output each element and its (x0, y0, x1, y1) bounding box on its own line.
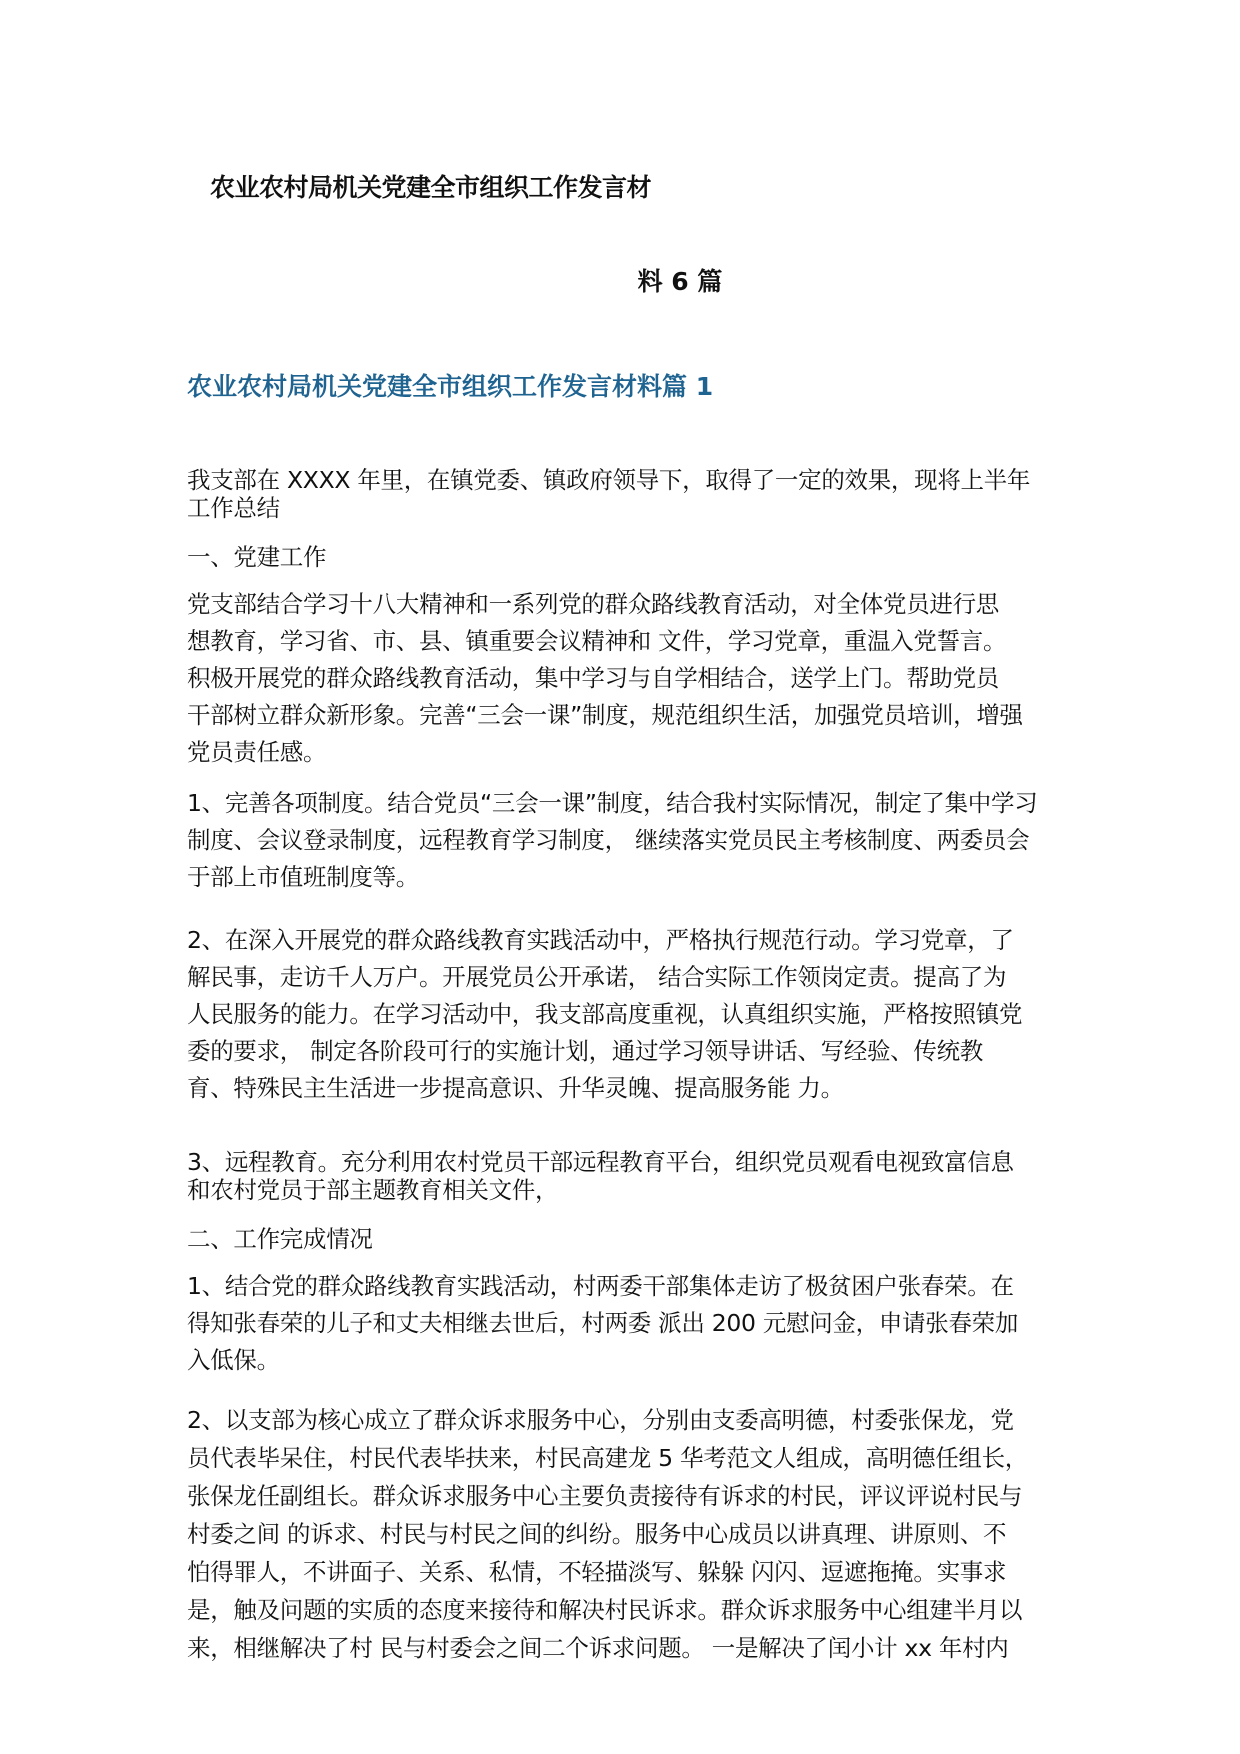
paragraph-item-1-systems: 1、完善各项制度。结合党员“三会一课”制度，结合我村实际情况，制定了集中学习 制度、会议登录制度，远程教育学习制度， 继续落实党员民主考核制度、两委员会 于部上市值班制度等。 (187, 789, 1038, 891)
paragraph-item-3-remote: 3、远程教育。充分利用农村党员干部远程教育平台，组织党员观看电视致富信息 和农村党员于部主题教育相关文件， (187, 1148, 1014, 1204)
heading-work-completion: 二、工作完成情况 (187, 1225, 373, 1253)
document-title-line-2-text: 料 6 篇 (637, 267, 723, 296)
paragraph-intro: 我支部在 XXXX 年里，在镇党委、镇政府领导下，取得了一定的效果，现将上半年 工作总结 (187, 466, 1031, 522)
document-title-line-1: 农业农村局机关党建全市组织工作发言材 (210, 173, 652, 202)
section-heading: 农业农村局机关党建全市组织工作发言材料篇 1 (187, 372, 714, 401)
paragraph-work-item-2: 2、以支部为核心成立了群众诉求服务中心，分别由支委高明德，村委张保龙，党 员代表毕呆住，村民代表毕扶来，村民高建龙 5 华考范文人组成，高明德任组长， 张保龙任副组长。群众诉求服务中心主要负责接待有诉求的村民，评议评说村民与 村委之间 的诉求、村民与村民之间的纠纷。服务中心成员以讲真理、讲原则、不 怕得罪人，不讲面子、关系、私情，不轻描淡写、躲躲 闪闪、逗遮拖掩。实事求 是，触及问题的实质的态度来接待和解决村民诉求。群众诉求服务中心组建半月以 来，相继解决了村 民与村委会之间二个诉求问题。 一是解决了闰小计 xx 年村内 (187, 1406, 1028, 1662)
heading-party-building: 一、党建工作 (187, 543, 327, 571)
paragraph-item-2-education: 2、在深入开展党的群众路线教育实践活动中，严格执行规范行动。学习党章，了 解民事，走访千人万户。开展党员公开承诺， 结合实际工作领岗定责。提高了为 人民服务的能力。在学习活动中，我支部高度重视，认真组织实施，严格按照镇党 委的要求， 制定各阶段可行的实施计划，通过学习领导讲话、写经验、传统教 育、特殊民主生活进一步提高意识、升华灵魄、提高服务能 力。 (187, 926, 1023, 1102)
paragraph-work-item-1: 1、结合党的群众路线教育实践活动，村两委干部集体走访了极贫困户张春荣。在 得知张春荣的儿子和丈夫相继去世后，村两委 派出 200 元慰问金，申请张春荣加 入低保。 (187, 1272, 1019, 1374)
paragraph-party-building: 党支部结合学习十八大精神和一系列党的群众路线教育活动，对全体党员进行思 想教育，学习省、市、县、镇重要会议精神和 文件，学习党章，重温入党誓言。 积极开展党的群众路线教育活动，集中学习与自学相结合，送学上门。帮助党员 干部树立群众新形象。完善“三会一课”制度，规范组织生活，加强党员培训，增强 党员责任感。 (187, 590, 1023, 766)
document-title-line-2 (0, 262, 1240, 298)
